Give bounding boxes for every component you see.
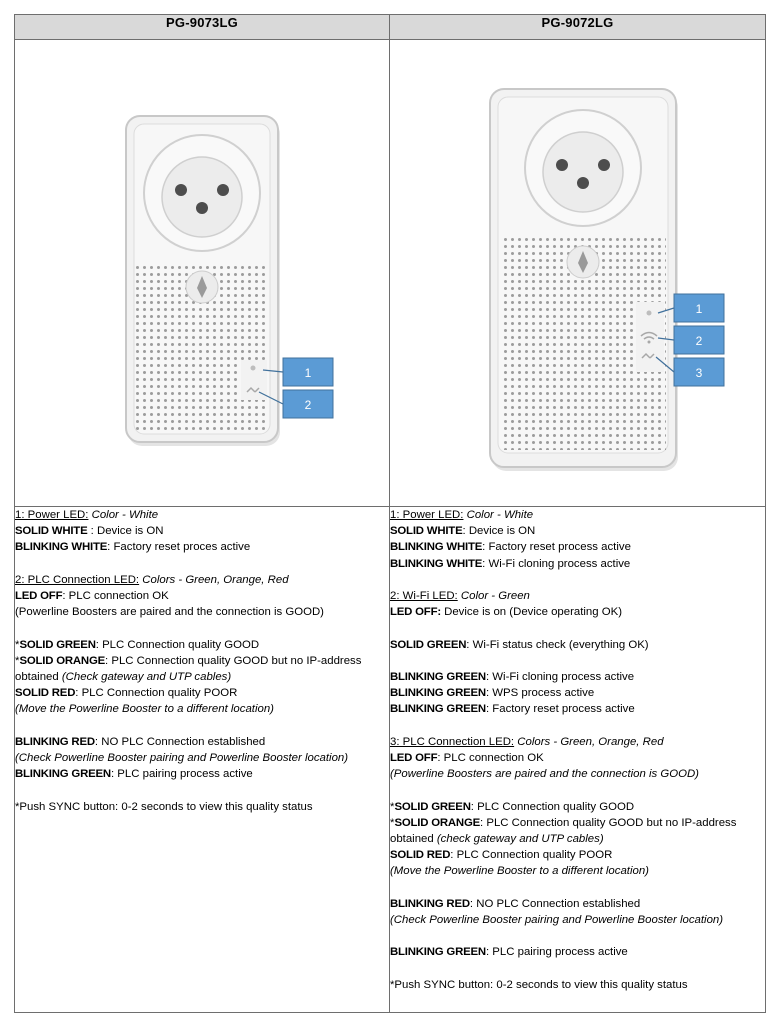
led-state-text: PLC pairing process active [117, 768, 253, 781]
row-separator: : [95, 638, 103, 651]
led-state-label: SOLID WHITE [390, 525, 463, 538]
led-state-label: BLINKING RED [390, 897, 470, 910]
row-gap [390, 961, 765, 977]
led-state-label: SOLID GREEN [390, 638, 467, 651]
led-state-row [390, 912, 765, 928]
led-state-text: PLC pairing process active [492, 946, 628, 959]
led-section-title [390, 734, 765, 750]
led-state-label: BLINKING GREEN [15, 768, 111, 781]
brand-logo-icon [567, 246, 599, 278]
led-section-title [390, 507, 765, 523]
led-state-text: Device is ON [96, 525, 164, 538]
led-state-label: BLINKING WHITE [15, 541, 108, 554]
led-state-row [390, 896, 765, 912]
led-state-row [390, 799, 765, 815]
led-state-note: (Check gateway and UTP cables) [61, 671, 232, 683]
led-state-text: Factory reset process active [488, 541, 631, 554]
section-title-prefix: 1: Power LED: [390, 509, 464, 521]
row-separator: : [107, 541, 114, 554]
section-title-suffix: Color - Green [460, 590, 530, 602]
led-state-text: NO PLC Connection established [101, 735, 266, 748]
led-state-text: *Push SYNC button: 0-2 seconds to view this quality status [15, 800, 313, 813]
led-state-row [390, 523, 765, 539]
row-gap [15, 620, 389, 636]
row-gap [15, 782, 389, 798]
led-section-title [15, 572, 389, 588]
led-state-label: SOLID RED [15, 687, 76, 700]
led-state-row [390, 669, 765, 685]
brand-logo-icon [186, 271, 218, 303]
row-gap [15, 718, 389, 734]
led-state-row [390, 637, 765, 653]
led-state-label: LED OFF [390, 751, 438, 764]
row-separator: : [62, 590, 69, 602]
led-state-label: BLINKING GREEN [390, 687, 486, 700]
led-state-row [15, 766, 389, 782]
led-state-row [390, 977, 765, 993]
row-separator: : [482, 557, 489, 570]
led-state-note: (Move the Powerline Booster to a different location) [390, 865, 649, 878]
row-gap [390, 880, 765, 896]
model-header-left: PG-9073LG [15, 15, 390, 40]
led-state-label: BLINKING GREEN [390, 946, 486, 959]
led-state-row [390, 847, 765, 863]
led-state-note: (Check Powerline Booster pairing and Powerline Booster location) [390, 913, 724, 926]
row-gap [390, 928, 765, 944]
led-state-label: LED OFF: [390, 606, 441, 619]
led-state-row [390, 944, 765, 960]
description-row [15, 507, 766, 1013]
led-state-row [15, 701, 389, 717]
header-row [15, 15, 766, 40]
row-gap [390, 653, 765, 669]
led-state-text: Wi-Fi cloning process active [488, 557, 631, 570]
image-row [15, 40, 766, 507]
row-separator: : [466, 638, 473, 651]
led-state-row [390, 556, 765, 572]
led-description-left [15, 507, 390, 1013]
led-state-text: PLC Connection quality GOOD [102, 638, 260, 651]
led-state-text: WPS process active [492, 687, 595, 700]
led-state-text: PLC Connection quality POOR [456, 849, 613, 862]
row-separator: : [485, 687, 493, 700]
row-separator: : [450, 849, 457, 862]
led-state-text: *Push SYNC button: 0-2 seconds to view this quality status [390, 978, 688, 991]
led-state-row [390, 815, 765, 847]
section-title-prefix: 2: PLC Connection LED: [15, 573, 140, 586]
pg-9072lg-device [390, 40, 765, 506]
row-gap [390, 620, 765, 636]
row-separator: : [87, 525, 97, 538]
led-state-row [15, 685, 389, 701]
power-socket-icon [525, 110, 641, 226]
led-state-label: BLINKING RED [15, 735, 95, 748]
section-gap [390, 572, 765, 588]
row-gap [390, 782, 765, 798]
led-spec-table [14, 14, 766, 1013]
led-state-text: Device is on (Device operating OK) [444, 606, 622, 619]
led-state-text: Wi-Fi cloning process active [492, 670, 635, 683]
led-state-text: PLC Connection quality GOOD but no IP-address obtained [15, 654, 362, 683]
led-state-label: BLINKING GREEN [390, 703, 486, 716]
led-state-label: SOLID ORANGE [394, 816, 481, 829]
led-section-title [15, 507, 389, 523]
section-title-prefix: 2: Wi-Fi LED: [390, 590, 458, 602]
row-star: * [15, 638, 20, 651]
led-state-text: Device is ON [468, 525, 536, 538]
svg-text:1: 1 [695, 302, 703, 316]
device-image-right [390, 40, 766, 507]
led-state-text: PLC Connection quality GOOD [477, 800, 635, 813]
led-state-label: BLINKING GREEN [390, 670, 486, 683]
led-state-label: SOLID GREEN [394, 800, 471, 813]
led-state-text: PLC connection OK [68, 590, 169, 602]
led-state-text: NO PLC Connection established [476, 897, 641, 910]
row-separator: : [485, 946, 493, 959]
led-state-row [15, 539, 389, 555]
led-state-row [15, 734, 389, 750]
row-star: * [15, 654, 20, 667]
section-title-suffix: Color - White [91, 509, 159, 521]
row-separator: : [470, 800, 478, 813]
led-state-text: Factory reset proces active [113, 541, 251, 554]
led-state-text: PLC Connection quality GOOD but no IP-address obtained [390, 816, 737, 845]
section-title-suffix: Color - White [466, 509, 534, 521]
led-state-text: Factory reset process active [492, 703, 635, 716]
svg-text:3: 3 [695, 366, 703, 380]
led-description-right [390, 507, 766, 1013]
section-gap [390, 718, 765, 734]
led-state-row [15, 588, 389, 604]
led-state-label: BLINKING WHITE [390, 541, 483, 554]
section-title-prefix: 1: Power LED: [15, 509, 89, 521]
led-state-row [15, 653, 389, 685]
section-title-suffix: Colors - Green, Orange, Red [517, 735, 664, 748]
model-header-right: PG-9072LG [390, 15, 766, 40]
led-state-row [390, 685, 765, 701]
row-separator: : [75, 687, 82, 700]
led-state-row [390, 539, 765, 555]
section-title-prefix: 3: PLC Connection LED: [390, 735, 515, 748]
led-state-row [390, 701, 765, 717]
led-state-note: (Move the Powerline Booster to a different location) [15, 703, 274, 716]
row-separator: : [469, 897, 477, 910]
led-state-row [15, 604, 389, 620]
led-state-label: BLINKING WHITE [390, 557, 483, 570]
led-state-text: Wi-Fi status check (everything OK) [472, 638, 649, 651]
power-led-dot [647, 311, 652, 316]
row-separator: : [485, 670, 493, 683]
led-state-row [390, 766, 765, 782]
led-state-label: SOLID RED [390, 849, 451, 862]
pg-9073lg-device [15, 40, 389, 506]
led-state-label: SOLID ORANGE [19, 654, 106, 667]
led-section-title [390, 588, 765, 604]
led-state-text: PLC connection OK [443, 751, 544, 764]
power-socket-icon [144, 135, 260, 251]
led-state-text: PLC Connection quality POOR [81, 687, 238, 700]
led-state-row [390, 750, 765, 766]
svg-text:2: 2 [304, 398, 312, 412]
led-state-note: (check gateway and UTP cables) [436, 832, 604, 845]
led-state-row [390, 604, 765, 620]
row-separator: : [437, 751, 444, 764]
led-state-row [15, 523, 389, 539]
power-led-dot [251, 366, 256, 371]
led-state-row [390, 863, 765, 879]
row-separator: : [480, 816, 487, 829]
row-star: * [390, 816, 395, 829]
row-separator: : [485, 703, 493, 716]
led-state-note: (Powerline Boosters are paired and the connection is GOOD) [390, 768, 699, 781]
led-state-note: (Check Powerline Booster pairing and Powerline Booster location) [15, 752, 349, 764]
row-separator: : [482, 541, 489, 554]
led-state-row [15, 750, 389, 766]
device-image-left [15, 40, 390, 507]
svg-text:2: 2 [695, 334, 703, 348]
row-separator: : [462, 525, 469, 538]
led-state-row [15, 799, 389, 815]
led-state-text: (Powerline Boosters are paired and the connection is GOOD) [15, 606, 324, 619]
row-separator: : [110, 768, 118, 781]
svg-text:1: 1 [304, 366, 312, 380]
row-separator: : [94, 735, 102, 748]
led-state-row [15, 637, 389, 653]
row-star: * [390, 800, 395, 813]
section-gap [15, 556, 389, 572]
led-state-label: SOLID WHITE [15, 525, 88, 538]
section-title-suffix: Colors - Green, Orange, Red [142, 573, 289, 586]
led-state-label: SOLID GREEN [19, 638, 96, 651]
led-state-label: LED OFF [15, 590, 63, 602]
row-separator: : [105, 654, 112, 667]
